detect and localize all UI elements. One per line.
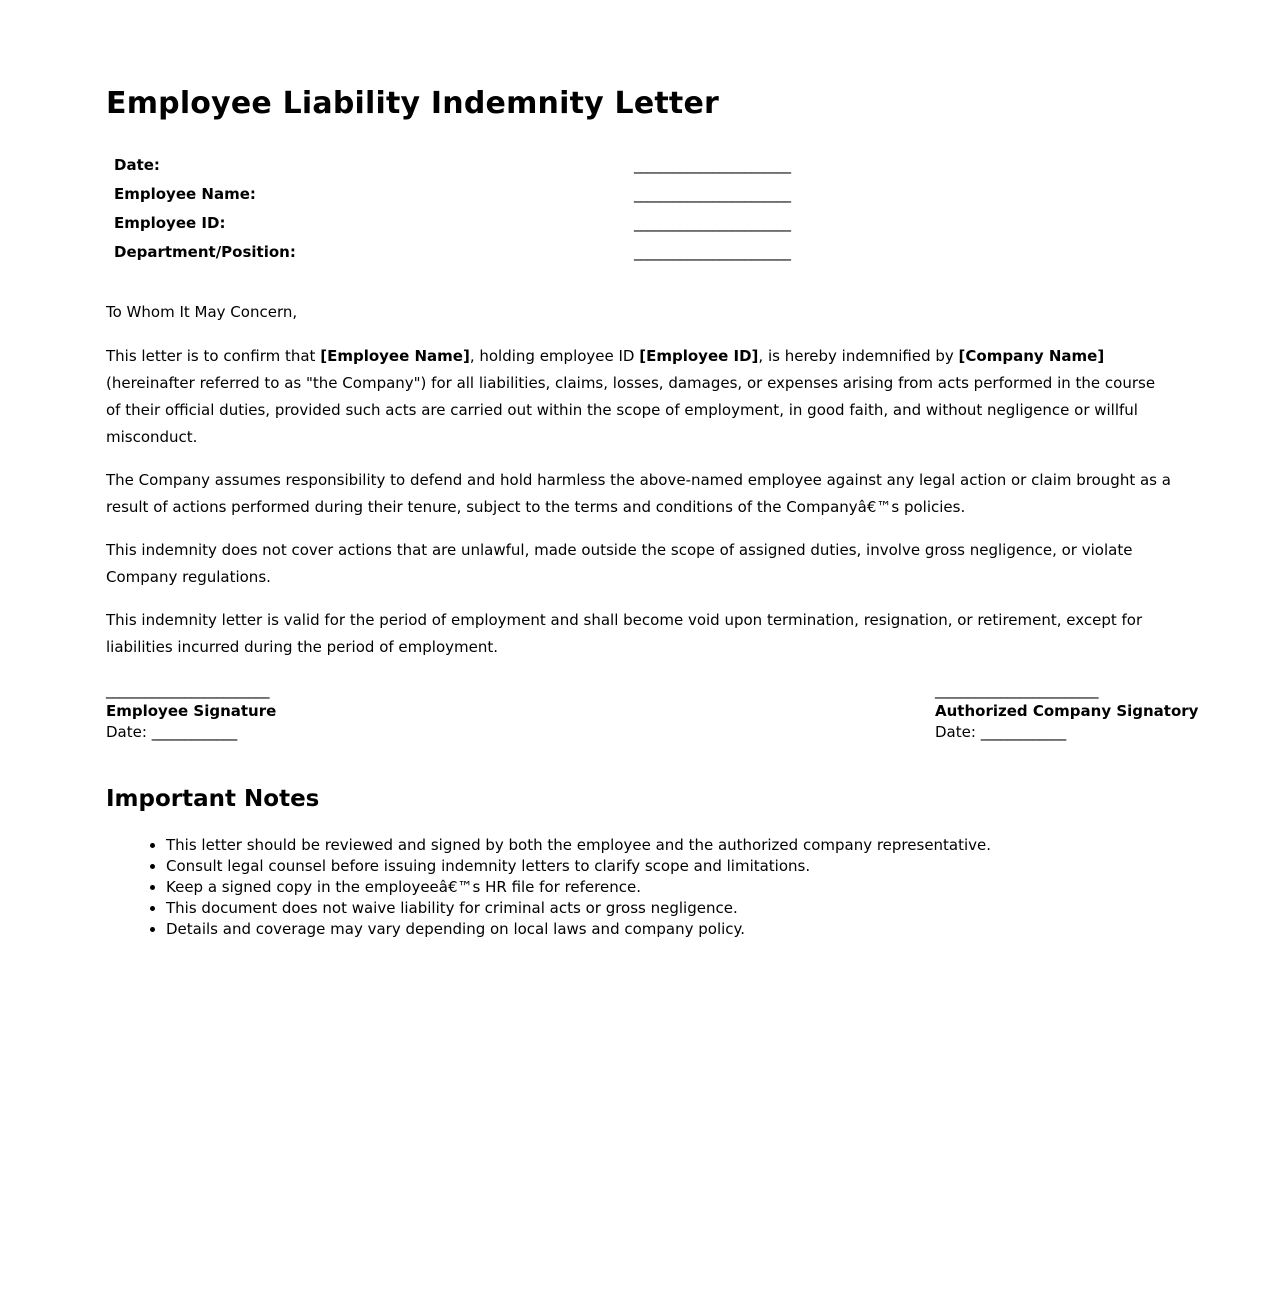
field-label: Employee ID: [114, 213, 226, 232]
greeting: To Whom It May Concern, [106, 303, 298, 321]
company-name-placeholder: [Company Name] [958, 347, 1105, 365]
field-blank: ________________________ [634, 184, 790, 203]
notes-list [106, 835, 991, 940]
signature-title: Authorized Company Signatory [935, 702, 1199, 720]
date-blank: _____________ [151, 723, 237, 741]
validity-paragraph: This indemnity letter is valid for the period of employment and shall become void upon termination, resignation, or retirement, except for liabilities incurred during the period of employment. [106, 611, 1143, 656]
field-row-employee-id [106, 208, 816, 237]
list-item: • Details and coverage may vary depending on local laws and company policy. [166, 919, 991, 940]
notes-heading: Important Notes [106, 786, 320, 812]
employee-signature-block [106, 680, 276, 743]
field-label: Department/Position: [114, 242, 296, 261]
paragraph-text: , is hereby indemnified by [758, 347, 959, 365]
field-blank: ________________________ [634, 155, 790, 174]
responsibility-paragraph: The Company assumes responsibility to defend and hold harmless the above-named employee against any legal action or claim brought as a result of actions performed during their tenure, subject to the terms and conditions of the Companyâ€™s policies. [106, 471, 1171, 516]
employee-name-placeholder: [Employee Name] [320, 347, 470, 365]
signature-line: _________________________ [935, 681, 1098, 699]
paragraph-text: This letter is to confirm that [106, 347, 321, 365]
signature-date [935, 722, 1198, 743]
confirmation-paragraph [106, 343, 1174, 451]
paragraph-text: (hereinafter referred to as "the Company") for all liabilities, claims, losses, damages, or expenses arising from acts performed in the course of their official duties, provided such acts are carried out within the scope of employment, in good faith, and without negligence or willful misconduct. [106, 374, 1156, 446]
list-item: • Consult legal counsel before issuing indemnity letters to clarify scope and limitations. [166, 856, 991, 877]
field-row-date [106, 150, 816, 179]
field-blank: ________________________ [634, 242, 790, 261]
date-blank: _____________ [980, 723, 1066, 741]
field-label: Date: [114, 155, 160, 174]
exclusions-paragraph: This indemnity does not cover actions that are unlawful, made outside the scope of assigned duties, involve gross negligence, or violate Company regulations. [106, 541, 1133, 586]
letter-body [106, 299, 1174, 677]
signature-date [106, 722, 276, 743]
signature-line: _________________________ [106, 681, 269, 699]
date-label: Date: [106, 723, 152, 741]
field-blank: ________________________ [634, 213, 790, 232]
field-row-department [106, 237, 816, 266]
page-title: Employee Liability Indemnity Letter [106, 86, 719, 121]
employee-info-table [106, 150, 816, 266]
list-item: • This letter should be reviewed and signed by both the employee and the authorized company representative. [166, 835, 991, 856]
signature-title: Employee Signature [106, 702, 277, 720]
list-item: • Keep a signed copy in the employeeâ€™s HR file for reference. [166, 877, 991, 898]
field-row-employee-name [106, 179, 816, 208]
employee-id-placeholder: [Employee ID] [639, 347, 759, 365]
date-label: Date: [935, 723, 981, 741]
field-label: Employee Name: [114, 184, 256, 203]
list-item: • This document does not waive liability for criminal acts or gross negligence. [166, 898, 991, 919]
paragraph-text: , holding employee ID [469, 347, 640, 365]
company-signature-block [935, 680, 1198, 743]
